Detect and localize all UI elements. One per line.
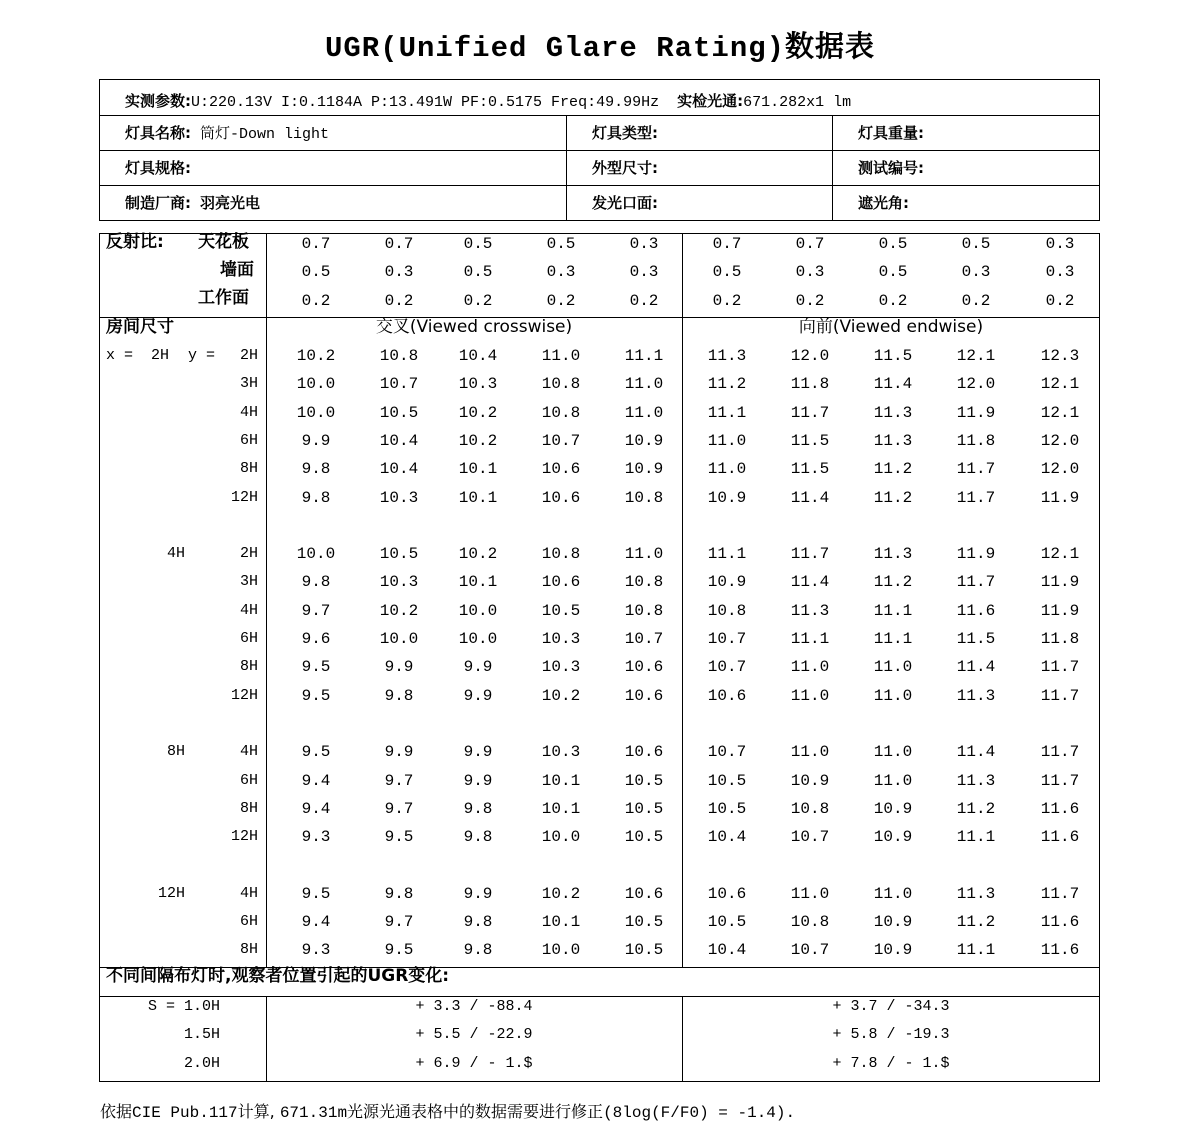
lamp-type-label: 灯具类型:	[592, 124, 658, 142]
ugr-value: 10.8	[541, 375, 581, 394]
ugr-value: 9.7	[301, 601, 331, 620]
reflect-wall-value: 0.3	[1045, 263, 1075, 282]
ugr-value: 11.3	[707, 347, 747, 365]
divider	[99, 185, 1100, 186]
lamp-spec-label: 灯具规格:	[125, 159, 191, 177]
ugr-value: 9.9	[463, 743, 493, 762]
reflect-wall-value: 0.5	[712, 263, 742, 282]
variation-label: 不同间隔布灯时,观察者位置引起的UGR变化:	[106, 966, 450, 986]
ugr-value: 11.0	[707, 460, 747, 479]
ugr-value: 11.4	[873, 375, 913, 394]
aperture-label: 发光口面:	[592, 194, 658, 212]
room-y-label: 8H	[239, 799, 258, 817]
ugr-value: 11.6	[1040, 799, 1080, 818]
room-y-label: 4H	[239, 403, 258, 421]
ugr-value: 9.6	[301, 630, 331, 648]
ugr-value: 10.7	[379, 375, 419, 394]
room-y-prefix: y =	[188, 347, 216, 364]
ugr-value: 9.3	[301, 941, 331, 960]
ugr-value: 10.3	[379, 573, 419, 592]
ugr-value: 11.7	[790, 403, 830, 422]
ugr-value: 10.1	[541, 913, 581, 931]
footnote-formula: (8log(F/F0) = -1.4).	[603, 1104, 796, 1122]
ugr-value: 10.0	[541, 828, 581, 847]
ugr-value: 9.5	[301, 743, 331, 762]
variation-end: + 5.8 / -19.3	[832, 1026, 950, 1044]
ugr-value: 10.1	[458, 573, 498, 592]
ugr-value: 11.1	[873, 601, 913, 620]
ugr-value: 10.5	[624, 941, 664, 960]
ugr-value: 12.1	[956, 347, 996, 365]
room-y-label: 4H	[239, 884, 258, 902]
variation-end: + 3.7 / -34.3	[832, 998, 950, 1015]
ugr-value: 11.6	[1040, 913, 1080, 931]
footnote	[100, 1099, 795, 1122]
test-no-label: 测试编号:	[858, 159, 924, 177]
ugr-value: 11.3	[956, 771, 996, 790]
ugr-value: 11.0	[624, 545, 664, 564]
reflect-wall-value: 0.3	[546, 263, 576, 282]
ugr-value: 11.0	[873, 743, 913, 762]
ugr-value: 10.7	[790, 828, 830, 847]
ugr-value: 11.2	[707, 375, 747, 394]
ugr-value: 10.4	[458, 347, 498, 365]
ugr-value: 11.3	[873, 403, 913, 422]
ugr-value: 10.6	[541, 488, 581, 507]
ugr-value: 10.6	[707, 686, 747, 705]
ugr-value: 9.7	[384, 771, 414, 790]
ugr-value: 11.9	[956, 403, 996, 422]
ugr-value: 10.5	[707, 799, 747, 818]
ugr-value: 11.3	[873, 431, 913, 450]
room-y-label: 6H	[239, 771, 258, 789]
crosswise-header	[266, 318, 682, 338]
reflect-work-plane-value: 0.2	[629, 291, 659, 310]
ugr-value: 9.7	[384, 799, 414, 818]
ugr-value: 11.0	[873, 771, 913, 790]
ugr-value: 9.8	[384, 686, 414, 705]
ugr-value: 10.5	[707, 913, 747, 931]
reflect-work-plane-value: 0.2	[795, 291, 825, 310]
ugr-value: 10.5	[624, 828, 664, 847]
divider	[99, 115, 1100, 116]
ugr-value: 9.3	[301, 828, 331, 847]
reflect-work-plane-value: 0.2	[301, 291, 331, 310]
ugr-value: 12.1	[1040, 375, 1080, 394]
ugr-value: 10.4	[379, 431, 419, 450]
divider	[566, 115, 567, 221]
params-value: U:220.13V I:0.1184A P:13.491W PF:0.5175 Freq:49.99Hz	[191, 94, 660, 111]
room-y-label: 4H	[239, 601, 258, 619]
room-y-label: 6H	[239, 431, 258, 449]
ugr-value: 10.5	[624, 799, 664, 818]
lamp-weight-label: 灯具重量:	[858, 124, 924, 142]
maker	[125, 194, 260, 214]
ugr-value: 10.9	[873, 913, 913, 931]
ugr-value: 11.9	[956, 545, 996, 564]
ugr-value: 11.0	[541, 347, 581, 365]
ugr-value: 11.2	[873, 460, 913, 479]
room-y-label: 3H	[239, 573, 258, 591]
reflect-work-plane-value: 0.2	[1045, 291, 1075, 310]
reflect-ceiling-value: 0.7	[301, 235, 331, 253]
ugr-value: 10.0	[296, 545, 336, 564]
ugr-value: 10.5	[541, 601, 581, 620]
flux-value: 671.282x1 lm	[743, 94, 852, 111]
reflect-ceiling-value: 0.7	[384, 235, 414, 253]
ugr-value: 10.8	[624, 573, 664, 592]
ugr-value: 11.3	[956, 686, 996, 705]
divider	[832, 115, 833, 221]
ugr-value: 10.8	[707, 601, 747, 620]
ugr-value: 10.9	[707, 488, 747, 507]
ugr-value: 9.9	[384, 743, 414, 762]
ugr-value: 11.0	[873, 884, 913, 903]
ugr-value: 11.1	[956, 941, 996, 960]
ugr-value: 10.2	[541, 686, 581, 705]
ugr-value: 11.7	[956, 488, 996, 507]
ugr-value: 10.8	[624, 601, 664, 620]
ugr-value: 10.5	[379, 403, 419, 422]
variation-end: + 7.8 / - 1.$	[832, 1054, 950, 1072]
ugr-value: 11.1	[956, 828, 996, 847]
ugr-value: 11.7	[790, 545, 830, 564]
reflect-label: 反射比:	[106, 232, 164, 252]
reflect-work-plane-value: 0.2	[878, 291, 908, 310]
maker-label: 制造厂商:	[125, 194, 191, 212]
ugr-value: 10.3	[458, 375, 498, 394]
ugr-value: 11.1	[624, 347, 664, 365]
reflect-wall-value: 0.5	[301, 263, 331, 282]
ugr-value: 11.9	[1040, 601, 1080, 620]
ugr-value: 10.0	[379, 630, 419, 648]
ugr-value: 11.4	[956, 658, 996, 677]
footnote-pre: 依据	[100, 1102, 133, 1121]
ugr-value: 12.1	[1040, 403, 1080, 422]
ugr-value: 11.7	[1040, 743, 1080, 762]
reflect-work-plane-value: 0.2	[961, 291, 991, 310]
variation-cross: + 3.3 / -88.4	[415, 998, 533, 1015]
ugr-value: 9.5	[384, 828, 414, 847]
room-y-label: 12H	[230, 686, 258, 704]
room-y-label: 3H	[239, 375, 258, 393]
ugr-value: 9.9	[463, 771, 493, 790]
ugr-value: 11.6	[1040, 941, 1080, 960]
room-x-label: 12H	[157, 884, 185, 902]
ugr-value: 10.5	[624, 913, 664, 931]
reflect-ceiling-value: 0.3	[629, 235, 659, 253]
maker-value: 羽亮光电	[200, 194, 261, 212]
ugr-value: 9.5	[384, 941, 414, 960]
ugr-value: 10.6	[541, 573, 581, 592]
ugr-value: 11.5	[790, 460, 830, 479]
work-plane-label: 工作面	[198, 288, 249, 308]
room-x-label: 4H	[166, 545, 185, 563]
ugr-value: 9.8	[301, 488, 331, 507]
ugr-value: 10.1	[541, 771, 581, 790]
ugr-value: 11.1	[707, 545, 747, 564]
ugr-value: 11.7	[956, 573, 996, 592]
ugr-value: 10.6	[624, 743, 664, 762]
reflect-work-plane-value: 0.2	[384, 291, 414, 310]
ugr-value: 9.9	[301, 431, 331, 450]
ugr-value: 9.9	[463, 884, 493, 903]
ugr-value: 9.5	[301, 686, 331, 705]
ugr-value: 9.9	[384, 658, 414, 677]
shield-angle-label: 遮光角:	[858, 194, 909, 212]
ugr-value: 10.9	[624, 460, 664, 479]
footnote-flux: 671.31m	[279, 1104, 348, 1122]
ugr-value: 10.0	[458, 601, 498, 620]
ugr-value: 12.0	[956, 375, 996, 394]
reflect-ceiling-value: 0.5	[546, 235, 576, 253]
ugr-value: 11.7	[1040, 686, 1080, 705]
reflect-wall-value: 0.5	[878, 263, 908, 282]
endwise-header	[682, 318, 1100, 338]
ugr-value: 9.4	[301, 913, 331, 931]
ugr-value: 9.8	[463, 941, 493, 960]
ugr-value: 11.0	[790, 658, 830, 677]
spacing-label: 2.0H	[183, 1054, 220, 1072]
ugr-value: 12.3	[1040, 347, 1080, 365]
room-y-label: 6H	[239, 913, 258, 930]
ugr-value: 12.0	[1040, 431, 1080, 450]
room-y-label: 12H	[230, 488, 258, 506]
ugr-value: 10.2	[541, 884, 581, 903]
ugr-value: 9.8	[463, 828, 493, 847]
ugr-value: 11.9	[1040, 488, 1080, 507]
ugr-value: 11.9	[1040, 573, 1080, 592]
ugr-value: 10.2	[458, 403, 498, 422]
measured-params	[125, 92, 851, 112]
ugr-value: 11.6	[956, 601, 996, 620]
ugr-value: 11.3	[790, 601, 830, 620]
reflect-wall-value: 0.3	[961, 263, 991, 282]
ugr-value: 11.2	[873, 488, 913, 507]
wall-label: 墙面	[220, 260, 254, 280]
ugr-value: 11.5	[873, 347, 913, 365]
ugr-value: 11.0	[790, 884, 830, 903]
ugr-value: 9.8	[463, 913, 493, 931]
footnote-mid2: 光源光通表格中的数据需要进行修正	[347, 1102, 604, 1121]
reflect-wall-value: 0.3	[384, 263, 414, 282]
endwise-label: 向前(Viewed endwise)	[798, 317, 984, 337]
ugr-value: 9.9	[463, 658, 493, 677]
ugr-value: 11.7	[1040, 884, 1080, 903]
reflect-ceiling-value: 0.7	[712, 235, 742, 253]
ugr-value: 12.0	[1040, 460, 1080, 479]
ceiling-label: 天花板	[198, 232, 249, 252]
spacing-label: S = 1.0H	[147, 998, 220, 1015]
ugr-value: 11.4	[790, 573, 830, 592]
reflect-work-plane-value: 0.2	[546, 291, 576, 310]
ugr-value: 11.1	[790, 630, 830, 648]
ugr-value: 11.0	[790, 743, 830, 762]
ugr-value: 10.3	[541, 630, 581, 648]
room-y-label: 8H	[239, 941, 258, 959]
reflect-ceiling-value: 0.5	[961, 235, 991, 253]
room-y-label: 2H	[239, 347, 258, 364]
ugr-value: 11.1	[707, 403, 747, 422]
divider	[682, 233, 683, 967]
footnote-ref: CIE Pub.117	[132, 1104, 238, 1122]
ugr-value: 11.8	[1040, 630, 1080, 648]
ugr-value: 10.9	[624, 431, 664, 450]
ugr-value: 10.7	[707, 658, 747, 677]
ugr-value: 10.8	[541, 545, 581, 564]
ugr-value: 11.5	[956, 630, 996, 648]
ugr-value: 9.8	[384, 884, 414, 903]
ugr-value: 10.7	[541, 431, 581, 450]
title-latin: UGR(Unified Glare Rating)	[324, 32, 786, 65]
reflect-work-plane-value: 0.2	[712, 291, 742, 310]
page-title	[0, 24, 1200, 65]
ugr-value: 11.2	[956, 913, 996, 931]
ugr-value: 10.7	[624, 630, 664, 648]
params-label: 实测参数:	[125, 92, 191, 110]
ugr-value: 11.7	[1040, 658, 1080, 677]
ugr-value: 10.0	[541, 941, 581, 960]
spacing-label: 1.5H	[183, 1026, 220, 1044]
room-x-label: 8H	[166, 743, 185, 761]
lamp-name-value: 筒灯-Down light	[200, 126, 330, 143]
ugr-value: 10.8	[790, 799, 830, 818]
ugr-value: 10.6	[624, 884, 664, 903]
ugr-value: 10.3	[541, 658, 581, 677]
ugr-value: 10.4	[707, 941, 747, 960]
ugr-value: 11.8	[790, 375, 830, 394]
ugr-value: 11.8	[956, 431, 996, 450]
ugr-value: 9.8	[463, 799, 493, 818]
ugr-value: 11.1	[873, 630, 913, 648]
ugr-value: 11.0	[873, 658, 913, 677]
ugr-value: 10.2	[296, 347, 336, 365]
flux-label: 实检光通:	[677, 92, 744, 110]
ugr-value: 10.6	[624, 686, 664, 705]
room-y-label: 4H	[239, 743, 258, 761]
ugr-value: 9.8	[301, 573, 331, 592]
ugr-value: 10.5	[707, 771, 747, 790]
ugr-value: 11.3	[956, 884, 996, 903]
ugr-value: 10.8	[790, 913, 830, 931]
ugr-value: 10.1	[458, 488, 498, 507]
reflect-work-plane-value: 0.2	[463, 291, 493, 310]
crosswise-label: 交叉(Viewed crosswise)	[375, 317, 573, 337]
ugr-value: 11.0	[624, 403, 664, 422]
ugr-value: 10.9	[790, 771, 830, 790]
reflect-wall-value: 0.3	[629, 263, 659, 282]
ugr-value: 12.0	[790, 347, 830, 365]
dimensions-label: 外型尺寸:	[592, 159, 658, 177]
room-y-label: 6H	[239, 630, 258, 647]
ugr-value: 10.0	[458, 630, 498, 648]
ugr-value: 11.0	[707, 431, 747, 450]
reflect-ceiling-value: 0.3	[1045, 235, 1075, 253]
ugr-value: 10.5	[379, 545, 419, 564]
ugr-value: 10.4	[707, 828, 747, 847]
variation-cross: + 5.5 / -22.9	[415, 1026, 533, 1044]
ugr-value: 11.2	[956, 799, 996, 818]
divider	[99, 996, 1100, 997]
room-y-label: 2H	[239, 545, 258, 563]
ugr-value: 11.7	[1040, 771, 1080, 790]
ugr-value: 10.6	[541, 460, 581, 479]
ugr-value: 11.3	[873, 545, 913, 564]
ugr-value: 10.7	[790, 941, 830, 960]
reflect-ceiling-value: 0.5	[878, 235, 908, 253]
ugr-value: 10.0	[296, 403, 336, 422]
reflect-wall-value: 0.5	[463, 263, 493, 282]
ugr-value: 9.9	[463, 686, 493, 705]
ugr-value: 10.8	[624, 488, 664, 507]
room-y-label: 12H	[230, 828, 258, 846]
ugr-value: 9.4	[301, 799, 331, 818]
ugr-value: 11.0	[790, 686, 830, 705]
lamp-name	[125, 124, 329, 144]
ugr-value: 11.5	[790, 431, 830, 450]
reflect-ceiling-value: 0.5	[463, 235, 493, 253]
room-size-label: 房间尺寸	[106, 317, 174, 337]
room-x-label: x = 2H	[106, 347, 170, 364]
ugr-value: 12.1	[1040, 545, 1080, 564]
variation-cross: + 6.9 / - 1.$	[415, 1054, 533, 1072]
lamp-name-label: 灯具名称:	[125, 124, 191, 142]
ugr-value: 10.0	[296, 375, 336, 394]
ugr-value: 9.8	[301, 460, 331, 479]
room-y-label: 8H	[239, 658, 258, 676]
ugr-value: 11.0	[873, 686, 913, 705]
ugr-value: 10.9	[707, 573, 747, 592]
ugr-value: 10.2	[379, 601, 419, 620]
ugr-value: 10.2	[458, 545, 498, 564]
ugr-value: 10.9	[873, 799, 913, 818]
ugr-value: 11.4	[956, 743, 996, 762]
ugr-value: 10.5	[624, 771, 664, 790]
ugr-value: 10.6	[624, 658, 664, 677]
ugr-value: 11.6	[1040, 828, 1080, 847]
ugr-value: 10.7	[707, 630, 747, 648]
ugr-value: 10.3	[379, 488, 419, 507]
room-y-label: 8H	[239, 460, 258, 478]
ugr-value: 9.5	[301, 658, 331, 677]
ugr-value: 9.5	[301, 884, 331, 903]
ugr-value: 9.7	[384, 913, 414, 931]
reflect-ceiling-value: 0.7	[795, 235, 825, 253]
ugr-value: 10.7	[707, 743, 747, 762]
ugr-value: 10.2	[458, 431, 498, 450]
title-cn: 数据表	[785, 29, 876, 63]
ugr-value: 10.9	[873, 941, 913, 960]
divider	[99, 150, 1100, 151]
ugr-value: 10.8	[541, 403, 581, 422]
ugr-value: 10.6	[707, 884, 747, 903]
ugr-value: 11.4	[790, 488, 830, 507]
ugr-value: 10.3	[541, 743, 581, 762]
footnote-mid1: 计算,	[237, 1102, 280, 1121]
ugr-value: 9.4	[301, 771, 331, 790]
ugr-value: 10.4	[379, 460, 419, 479]
reflect-wall-value: 0.3	[795, 263, 825, 282]
ugr-value: 11.2	[873, 573, 913, 592]
ugr-value: 10.1	[541, 799, 581, 818]
ugr-value: 10.9	[873, 828, 913, 847]
divider	[266, 233, 267, 967]
ugr-value: 10.1	[458, 460, 498, 479]
ugr-value: 11.7	[956, 460, 996, 479]
ugr-value: 10.8	[379, 347, 419, 365]
ugr-value: 11.0	[624, 375, 664, 394]
